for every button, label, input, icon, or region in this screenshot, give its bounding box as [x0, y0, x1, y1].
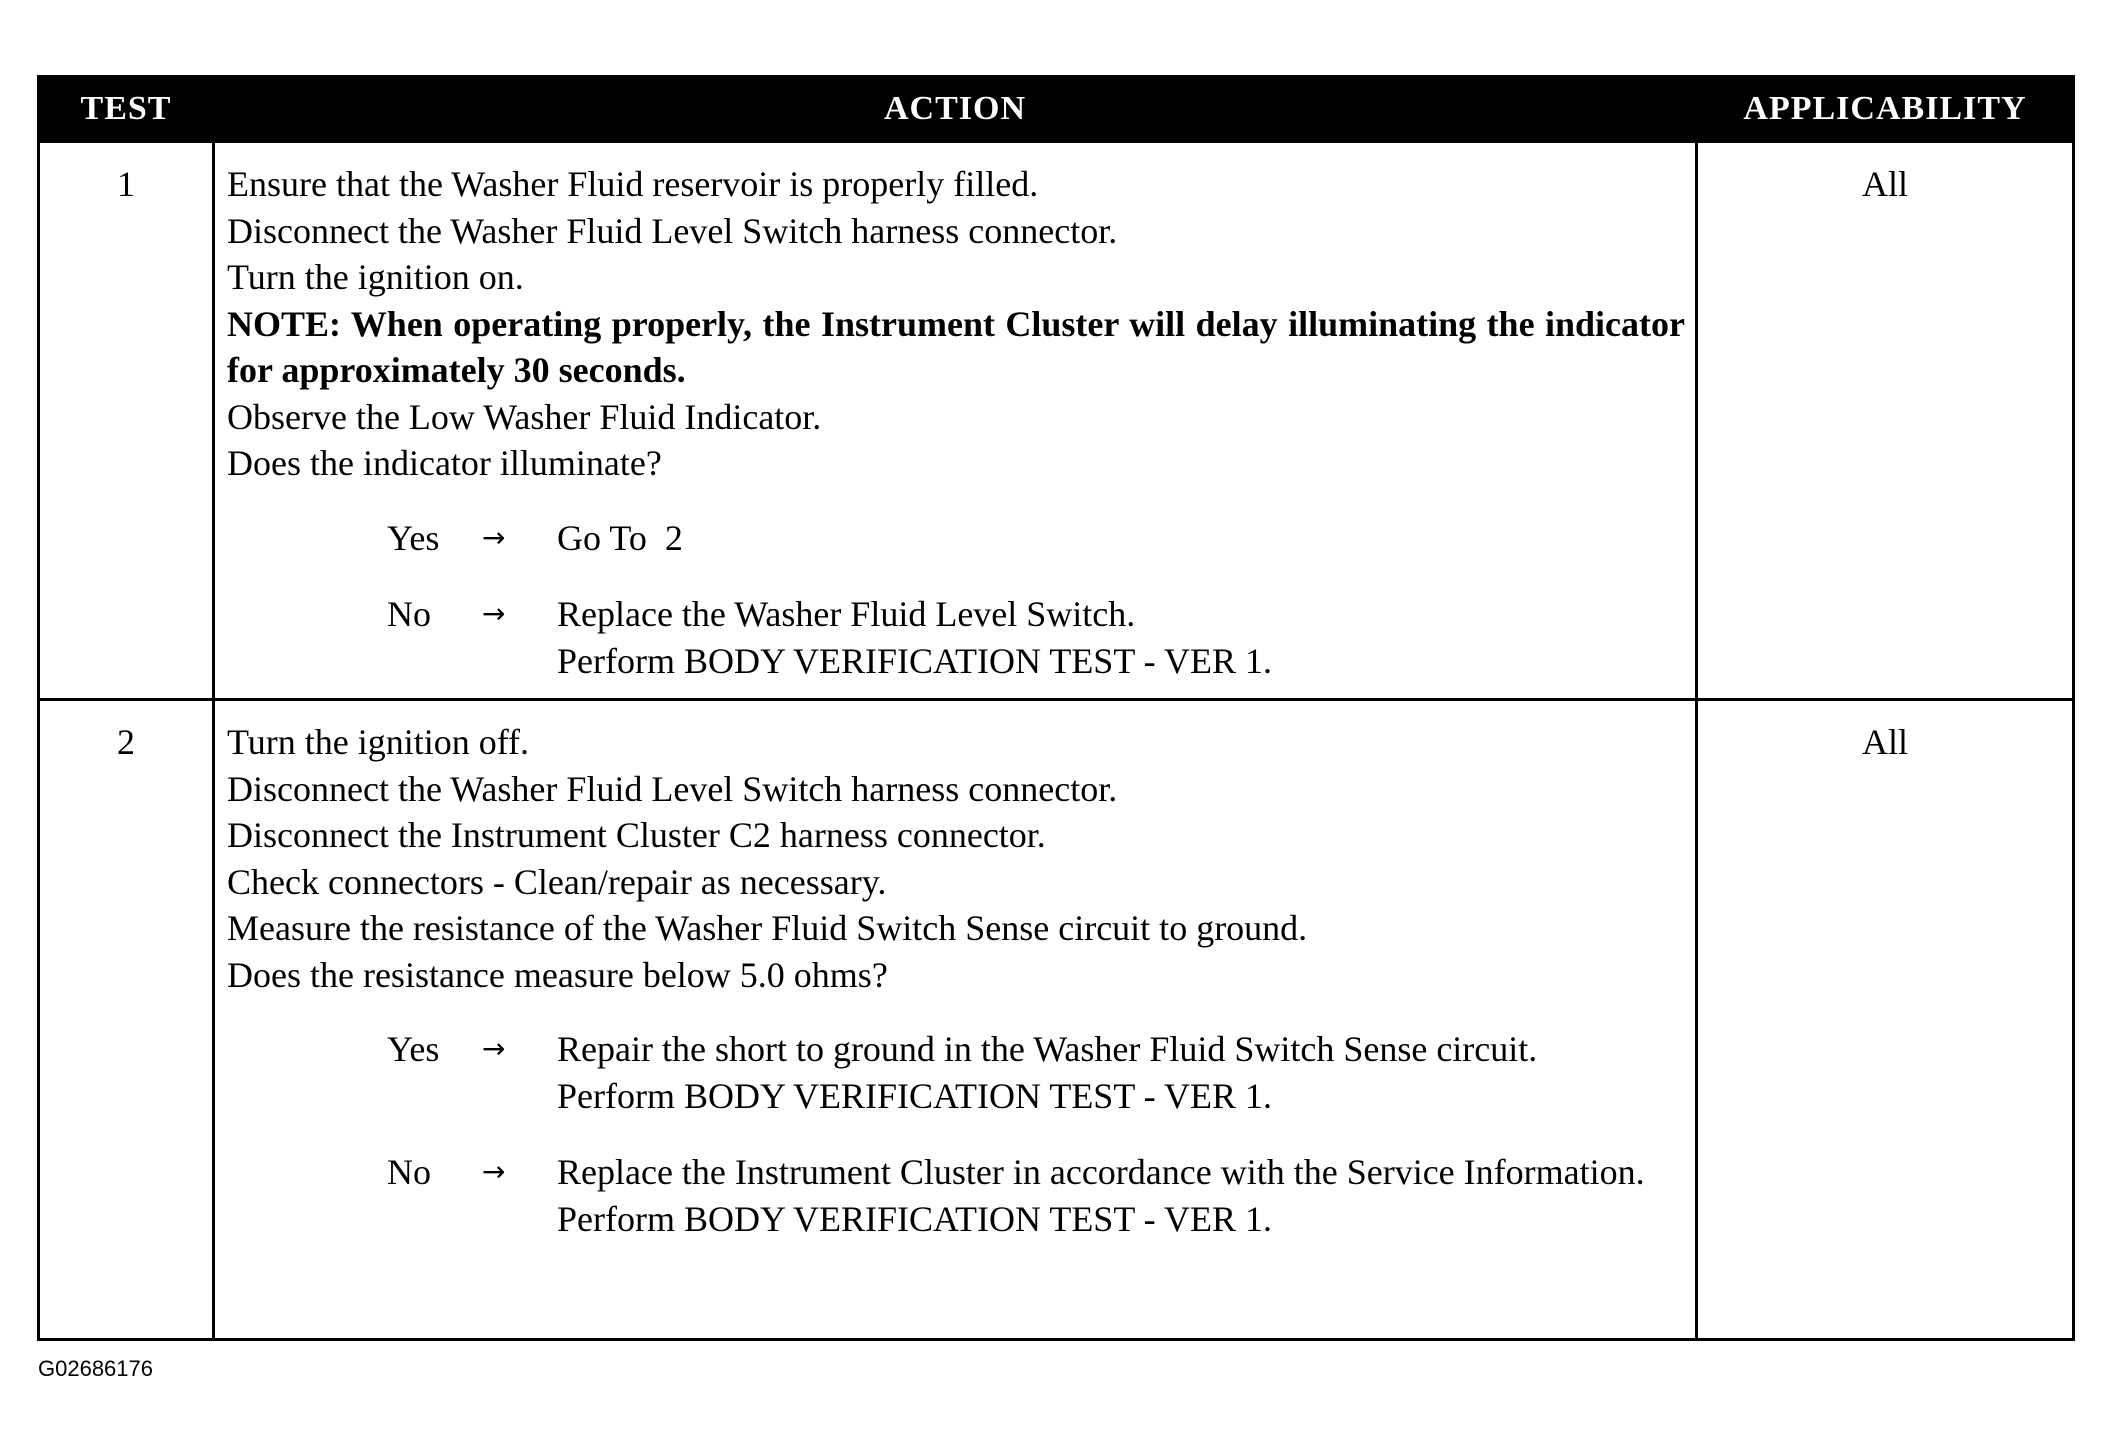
no-branch — [387, 1149, 1685, 1242]
yes-branch — [387, 515, 1685, 562]
no-branch — [387, 591, 1685, 684]
action-column-header: ACTION — [214, 77, 1697, 142]
no-result — [557, 1149, 1685, 1242]
test-number: 1 — [39, 142, 214, 700]
applicability-value: All — [1697, 700, 2074, 1340]
right-arrow-icon: → — [482, 1032, 506, 1065]
no-result — [557, 591, 1685, 684]
test-column-header: TEST — [39, 77, 214, 142]
no-result-line: Perform BODY VERIFICATION TEST - VER 1. — [557, 640, 1273, 681]
yes-result — [557, 515, 1685, 562]
right-arrow-icon: → — [482, 597, 506, 630]
action-step: Measure the resistance of the Washer Fluid Switch Sense circuit to ground. — [227, 908, 1308, 948]
action-cell — [214, 142, 1697, 700]
yes-result-line: Perform BODY VERIFICATION TEST - VER 1. — [557, 1075, 1273, 1116]
action-step: Disconnect the Instrument Cluster C2 harness connector. — [227, 815, 1046, 855]
action-step: Check connectors - Clean/repair as necessary. — [227, 861, 887, 902]
no-result-line: Perform BODY VERIFICATION TEST - VER 1. — [557, 1198, 1273, 1239]
yes-branch — [387, 1026, 1685, 1119]
applicability-value: All — [1697, 142, 2074, 700]
action-step: Disconnect the Washer Fluid Level Switch harness connector. — [227, 768, 1118, 809]
yes-label: Yes — [387, 1029, 440, 1069]
note-text: NOTE: When operating properly, the Instrument Cluster will delay illuminating the indicator for approximately 30 seconds. — [227, 303, 1685, 390]
yes-label: Yes — [387, 517, 440, 558]
figure-id: G02686176 — [38, 1356, 153, 1381]
no-label: No — [387, 594, 431, 634]
right-arrow-icon: → — [482, 520, 506, 554]
action-step: Does the indicator illuminate? — [227, 443, 662, 483]
yes-result-line: Go To 2 — [557, 517, 683, 558]
action-step: Turn the ignition on. — [227, 257, 524, 297]
action-step: Ensure that the Washer Fluid reservoir is properly filled. — [227, 164, 1039, 204]
table-header-row — [39, 77, 2074, 142]
table-row — [39, 142, 2074, 700]
action-step: Turn the ignition off. — [227, 722, 530, 762]
action-step: Observe the Low Washer Fluid Indicator. — [227, 396, 822, 437]
table-row — [39, 700, 2074, 1340]
action-step: Does the resistance measure below 5.0 ohms? — [227, 954, 888, 995]
diagnostic-test-table — [37, 75, 2075, 1341]
no-result-line: Replace the Instrument Cluster in accordance with the Service Information. — [557, 1152, 1645, 1192]
no-label: No — [387, 1152, 431, 1192]
applicability-column-header: APPLICABILITY — [1697, 77, 2074, 142]
action-cell — [214, 700, 1697, 1340]
yes-result — [557, 1026, 1685, 1119]
test-number: 2 — [39, 700, 214, 1340]
no-result-line: Replace the Washer Fluid Level Switch. — [557, 594, 1136, 634]
action-step: Disconnect the Washer Fluid Level Switch harness connector. — [227, 210, 1118, 251]
right-arrow-icon: → — [482, 1155, 506, 1188]
yes-result-line: Repair the short to ground in the Washer Fluid Switch Sense circuit. — [557, 1029, 1538, 1069]
